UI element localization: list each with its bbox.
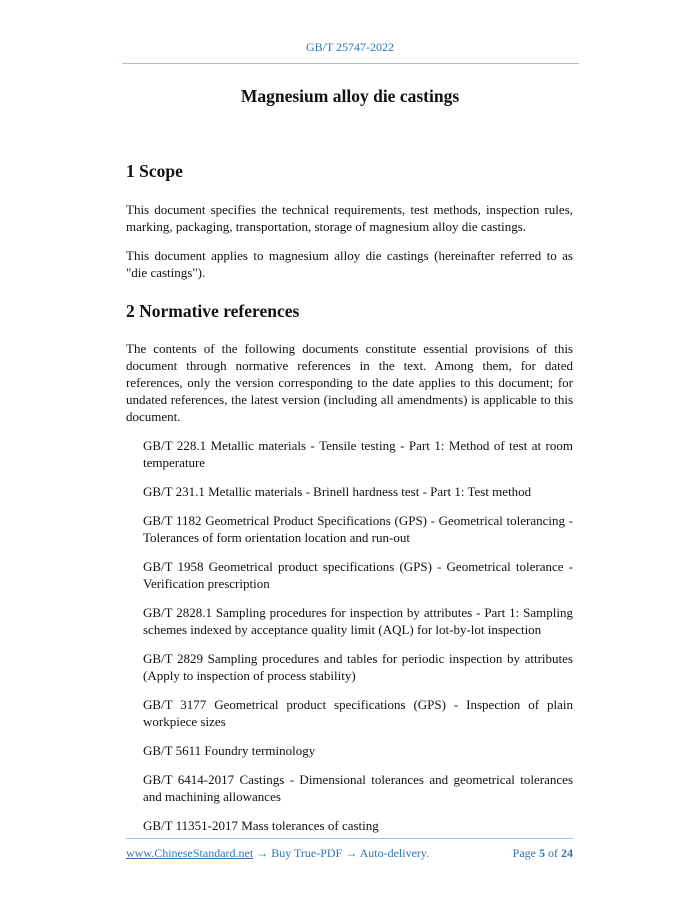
- document-body: [126, 160, 573, 834]
- reference-item: GB/T 11351-2017 Mass tolerances of casting: [143, 818, 379, 833]
- of-label: of: [548, 846, 558, 860]
- reference-item: GB/T 1182 Geometrical Product Specifications (GPS) - Geometrical tolerancing - Tolerances of form orientation location and run-out: [143, 513, 573, 545]
- page-number: [513, 846, 573, 861]
- page-title: Magnesium alloy die castings: [240, 86, 460, 106]
- section-heading-scope: 1 Scope: [126, 161, 183, 181]
- total-pages: 24: [561, 846, 573, 860]
- scope-paragraph-1: This document specifies the technical requirements, test methods, inspection rules, marking, packaging, transportation, storage of magnesium alloy die castings.: [126, 202, 573, 234]
- current-page: 5: [539, 846, 545, 860]
- website-link[interactable]: www.ChineseStandard.net: [126, 846, 254, 860]
- reference-item: GB/T 1958 Geometrical product specifications (GPS) - Geometrical tolerance - Verification prescription: [143, 559, 573, 591]
- header-divider: [122, 63, 579, 64]
- section-heading-normative: 2 Normative references: [126, 301, 300, 321]
- auto-delivery-text: Auto-delivery.: [359, 846, 430, 860]
- header-doc-id: GB/T 25747-2022: [305, 40, 395, 54]
- footer: [126, 846, 573, 861]
- buy-true-pdf-link[interactable]: Buy True-PDF: [271, 846, 343, 860]
- reference-item: GB/T 228.1 Metallic materials - Tensile testing - Part 1: Method of test at room temperature: [143, 438, 573, 470]
- reference-item: GB/T 231.1 Metallic materials - Brinell hardness test - Part 1: Test method: [143, 484, 532, 499]
- arrow-right-icon: →: [345, 846, 358, 860]
- normative-intro: The contents of the following documents constitute essential provisions of this document through normative references in the text. Among them, for dated references, only the version corresponding to the date applies to this document; for undated references, the latest version (including all amendments) is applicable to this document.: [126, 341, 573, 424]
- footer-divider: [126, 838, 573, 839]
- reference-item: GB/T 2829 Sampling procedures and tables for periodic inspection by attributes (Apply to inspection of process stability): [143, 651, 573, 683]
- arrow-right-icon: →: [256, 846, 269, 860]
- page-label: Page: [512, 846, 536, 860]
- reference-item: GB/T 2828.1 Sampling procedures for inspection by attributes - Part 1: Sampling schemes indexed by acceptance quality limit (AQL) for lot-by-lot inspection: [143, 605, 573, 637]
- reference-item: GB/T 6414-2017 Castings - Dimensional tolerances and geometrical tolerances and machining allowances: [143, 772, 573, 804]
- reference-item: GB/T 5611 Foundry terminology: [143, 743, 316, 758]
- scope-paragraph-2: This document applies to magnesium alloy die castings (hereinafter referred to as "die castings").: [126, 248, 573, 280]
- reference-item: GB/T 3177 Geometrical product specifications (GPS) - Inspection of plain workpiece sizes: [143, 697, 573, 729]
